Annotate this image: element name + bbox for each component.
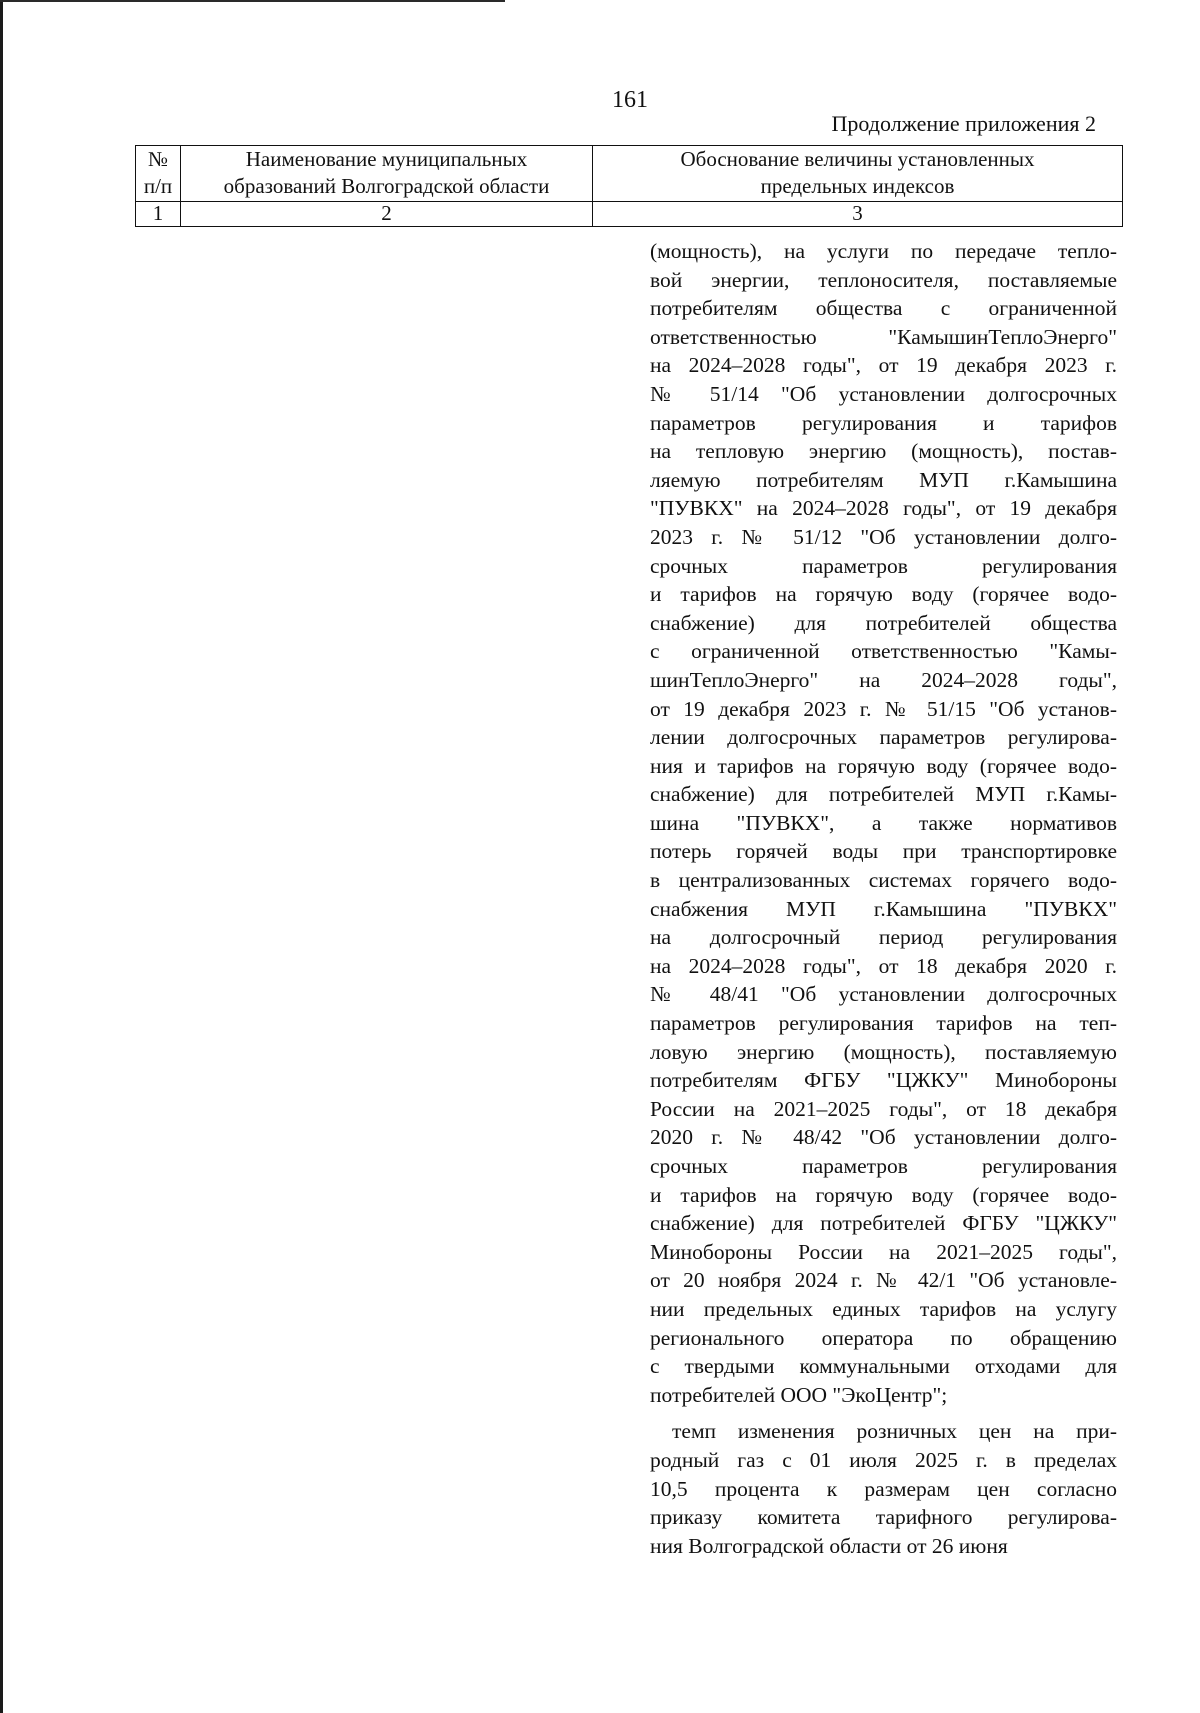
text-line: снабжение) для потребителей общества xyxy=(650,610,1117,635)
text-line: (мощность), на услуги по передаче тепло- xyxy=(650,239,1117,263)
text-line: шинТеплоЭнерго" на 2024–2028 годы", xyxy=(650,667,1117,692)
header-cell-number xyxy=(136,146,181,202)
text-line: снабжение) для потребителей МУП г.Камы- xyxy=(650,782,1117,807)
text-line: ния и тарифов на горячую воду (горячее водо- xyxy=(650,753,1117,778)
text-line: потребителям ФГБУ "ЦЖКУ" Минобороны xyxy=(650,1068,1117,1093)
text-line: 10,5 процента к размерам цен согласно xyxy=(650,1476,1117,1501)
scan-edge-top xyxy=(0,0,505,2)
text-line: нии предельных единых тарифов на услугу xyxy=(650,1296,1117,1321)
text-line: России на 2021–2025 годы", от 18 декабря xyxy=(650,1096,1117,1121)
text-line: родный газ с 01 июля 2025 г. в пределах xyxy=(650,1447,1117,1472)
text-line: с твердыми коммунальными отходами для xyxy=(650,1354,1117,1379)
justification-text-column xyxy=(650,237,1117,1560)
text-line: срочных параметров регулирования xyxy=(650,1154,1117,1178)
header-cell-justification xyxy=(593,146,1123,202)
text-line: потребителей ООО "ЭкоЦентр"; xyxy=(650,1382,948,1407)
text-line: № 51/14 "Об установлении долгосрочных xyxy=(650,381,1117,406)
column-number-1: 1 xyxy=(136,202,181,227)
text-line: потерь горячей воды при транспортировке xyxy=(650,839,1117,864)
text-line: снабжение) для потребителей ФГБУ "ЦЖКУ" xyxy=(650,1211,1117,1236)
text-line: ответственностью "КамышинТеплоЭнерго" xyxy=(650,324,1117,349)
text-line: шина "ПУВКХ", а также нормативов xyxy=(650,810,1117,835)
text-line: "ПУВКХ" на 2024–2028 годы", от 19 декабря xyxy=(650,496,1117,521)
header-cell-municipality xyxy=(181,146,593,202)
justification-paragraph-1 xyxy=(650,237,1117,1409)
column-number-2: 2 xyxy=(181,202,593,227)
text-line: параметров регулирования тарифов на теп- xyxy=(650,1011,1117,1036)
text-line: № 48/41 "Об установлении долгосрочных xyxy=(650,982,1117,1007)
header-municipality-line2: образований Волгоградской области xyxy=(223,174,550,198)
header-number-sign: № xyxy=(147,147,169,171)
text-line: вой энергии, теплоносителя, поставляемые xyxy=(650,267,1117,292)
text-line: регионального оператора по обращению xyxy=(650,1325,1117,1350)
header-row xyxy=(136,146,1123,202)
header-table xyxy=(135,145,1123,227)
text-line: на тепловую энергию (мощность), постав- xyxy=(650,439,1117,464)
header-justification-line1: Обоснование величины установленных xyxy=(680,147,1035,171)
header-justification-line2: предельных индексов xyxy=(760,174,955,198)
text-line: от 20 ноября 2024 г. № 42/1 "Об установле- xyxy=(650,1268,1117,1293)
text-line: потребителям общества с ограниченной xyxy=(650,296,1117,321)
continuation-label: Продолжение приложения 2 xyxy=(831,111,1096,136)
scan-edge-left xyxy=(0,0,3,1713)
column-number-row xyxy=(136,202,1123,227)
text-line: снабжения МУП г.Камышина "ПУВКХ" xyxy=(650,896,1117,921)
text-line: в централизованных системах горячего водо- xyxy=(650,868,1117,893)
text-line: на 2024–2028 годы", от 19 декабря 2023 г. xyxy=(650,353,1117,378)
column-number-3: 3 xyxy=(593,202,1123,227)
text-line: от 19 декабря 2023 г. № 51/15 "Об установ- xyxy=(650,696,1117,721)
text-line: темп изменения розничных цен на при- xyxy=(672,1419,1117,1444)
page-number: 161 xyxy=(612,87,648,113)
text-line: параметров регулирования и тарифов xyxy=(650,410,1117,435)
text-line: 2020 г. № 48/42 "Об установлении долго- xyxy=(650,1125,1117,1150)
text-line: 2023 г. № 51/12 "Об установлении долго- xyxy=(650,524,1117,549)
text-line: ния Волгоградской области от 26 июня xyxy=(650,1533,1008,1558)
text-line: ляемую потребителям МУП г.Камышина xyxy=(650,467,1117,492)
header-number-abbrev: п/п xyxy=(143,174,173,198)
text-line: приказу комитета тарифного регулирова- xyxy=(650,1505,1117,1530)
text-line: и тарифов на горячую воду (горячее водо- xyxy=(650,1182,1117,1207)
paragraph-gap xyxy=(650,1409,1117,1417)
text-line: лении долгосрочных параметров регулирова- xyxy=(650,725,1117,750)
text-line: срочных параметров регулирования xyxy=(650,553,1117,578)
text-line: Минобороны России на 2021–2025 годы", xyxy=(650,1239,1117,1264)
text-line: с ограниченной ответственностью "Камы- xyxy=(650,639,1117,664)
text-line: и тарифов на горячую воду (горячее водо- xyxy=(650,582,1117,607)
header-municipality-line1: Наименование муниципальных xyxy=(245,147,528,171)
text-line: на 2024–2028 годы", от 18 декабря 2020 г. xyxy=(650,953,1117,978)
text-line: на долгосрочный период регулирования xyxy=(650,925,1117,950)
text-line: ловую энергию (мощность), поставляемую xyxy=(650,1039,1117,1064)
justification-paragraph-2 xyxy=(650,1417,1117,1560)
